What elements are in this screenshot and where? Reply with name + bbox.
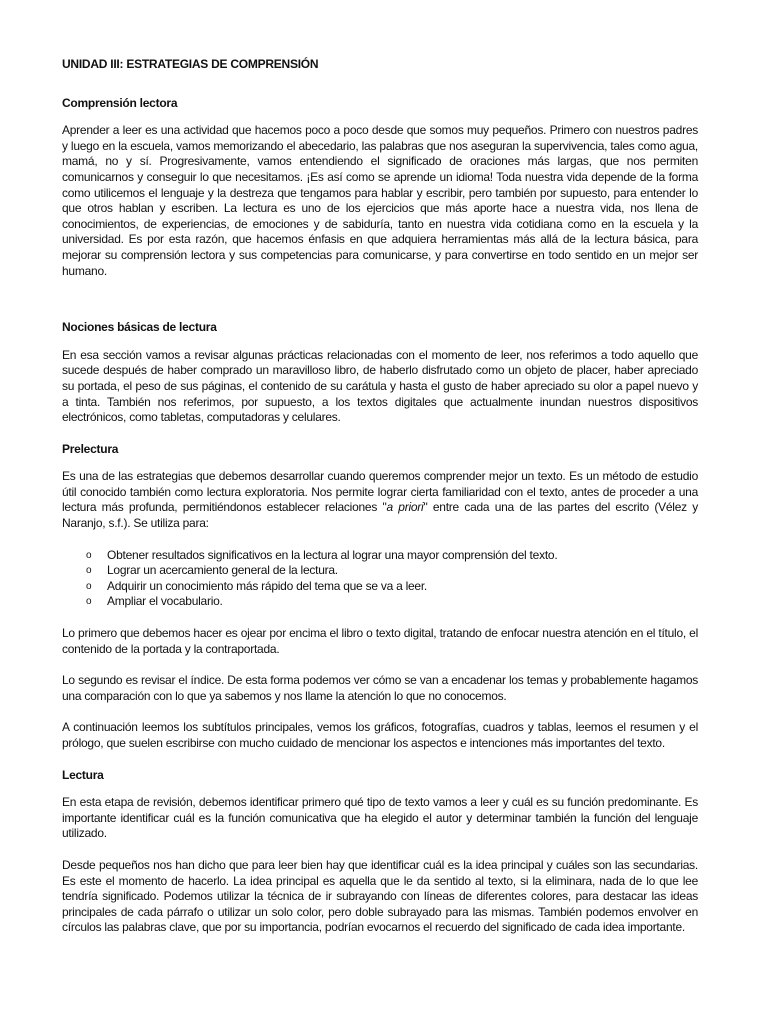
list-item-text: Lograr un acercamiento general de la lectura. <box>107 563 338 578</box>
list-item <box>86 548 698 564</box>
list-item <box>86 579 698 595</box>
bullet-marker: o <box>86 596 92 608</box>
heading-nociones-basicas: Nociones básicas de lectura <box>62 320 217 335</box>
paragraph-lectura-2: Desde pequeños nos han dicho que para leer bien hay que identificar cuál es la idea principal y cuáles son las secundarias. Es este el momento de hacerlo. La idea principal es aquella que le da sentido al texto, si la eliminara, nada de lo que lee tendría significado. Podemos utilizar la técnica de ir subrayando con líneas de diferentes colores, para destacar las ideas principales de cada párrafo o utilizar un solo color, pero doble subrayado para las mismas. También podemos envolver en círculos las palabras clave, que por su importancia, podrían evocarnos el recuerdo del significado de cada idea importante. <box>62 857 698 935</box>
list-item-text: Adquirir un conocimiento más rápido del tema que se va a leer. <box>107 578 428 593</box>
heading-lectura: Lectura <box>62 767 104 782</box>
list-item <box>86 563 698 579</box>
prelectura-intro-italic: a priori <box>386 500 424 515</box>
list-item-text: Obtener resultados significativos en la lectura al lograr una mayor comprensión del texto. <box>107 547 558 562</box>
heading-prelectura: Prelectura <box>62 441 119 456</box>
list-item-text: Ampliar el vocabulario. <box>107 594 223 609</box>
paragraph-prelectura-intro <box>62 469 698 531</box>
paragraph-comprension: Aprender a leer es una actividad que hacemos poco a poco desde que somos muy pequeños. Primero con nuestros padres y luego en la escuela, vamos memorizando el abecedario, las palabras que nos aseguran la supervivencia, tales como agua, mamá, no y sí. Progresivamente, vamos entendiendo el significado de oraciones más largas, que nos permiten comunicarnos y conseguir lo que necesitamos. ¡Es así como se aprende un idioma! Toda nuestra vida depende de la forma como utilicemos el lenguaje y la destreza que tengamos para hablar y escribir, pero también por supuesto, para entender lo que otros hablan y escriben. La lectura es uno de los ejercicios que más aporte hace a nuestra vida, nos llena de conocimientos, de experiencias, de emociones y de sabiduría, tanto en nuestra vida cotidiana como en la escuela y la universidad. Es por esta razón, que hacemos énfasis en que adquiera herramientas más allá de la lectura básica, para mejorar su comprensión lectora y sus competencias para comunicarse, y para convertirse en todo sentido en un mejor ser humano. <box>62 123 698 278</box>
paragraph-nociones: En esa sección vamos a revisar algunas prácticas relacionadas con el momento de leer, nos referimos a todo aquello que sucede después de haber comprado un maravilloso libro, de haberlo disfrutado como un objeto de placer, haber apreciado su portada, el peso de sus páginas, el contenido de su carátula y hasta el gusto de haber apreciado su olor a papel nuevo y a tinta. También nos referimos, por supuesto, a los textos digitales que actualmente inundan nuestros dispositivos electrónicos, como tabletas, computadoras y celulares. <box>62 347 698 425</box>
bullet-marker: o <box>86 580 92 592</box>
paragraph-prelectura-3: A continuación leemos los subtítulos principales, vemos los gráficos, fotografías, cuadros y tablas, leemos el resumen y el prólogo, que suelen escribirse con mucho cuidado de mencionar los aspectos e intenciones más importantes del texto. <box>62 720 698 750</box>
heading-comprension-lectora: Comprensión lectora <box>62 95 178 110</box>
list-item <box>86 594 698 610</box>
section-spacer <box>62 295 698 320</box>
paragraph-lectura-1: En esta etapa de revisión, debemos identificar primero qué tipo de texto vamos a leer y cuál es su función predominante. Es importante identificar cuál es la función comunicativa que ha elegido el autor y determinar también la función del lenguaje utilizado. <box>62 795 698 841</box>
prelectura-bullet-list <box>62 548 698 610</box>
bullet-marker: o <box>86 549 92 561</box>
unit-title: UNIDAD III: ESTRATEGIAS DE COMPRENSIÓN <box>62 57 319 71</box>
prelectura-intro-end: " entre cada una de las partes del escrito (Vélez y Naranjo, s.f.). Se utiliza para: <box>62 500 698 531</box>
paragraph-prelectura-2: Lo segundo es revisar el índice. De esta forma podemos ver cómo se van a encadenar los temas y probablemente hagamos una comparación con lo que ya sabemos y nos llame la atención lo que no conocemos. <box>62 673 698 703</box>
paragraph-prelectura-1: Lo primero que debemos hacer es ojear por encima el libro o texto digital, tratando de enfocar nuestra atención en el título, el contenido de la portada y la contraportada. <box>62 626 698 656</box>
bullet-marker: o <box>86 565 92 577</box>
prelectura-intro-start: Es una de las estrategias que debemos desarrollar cuando queremos comprender mejor un texto. Es un método de estudio útil conocido también como lectura exploratoria. Nos permite lograr cierta familiaridad con el texto, antes de proceder a una lectura más profunda, permitiéndonos establecer relaciones " <box>62 469 698 515</box>
